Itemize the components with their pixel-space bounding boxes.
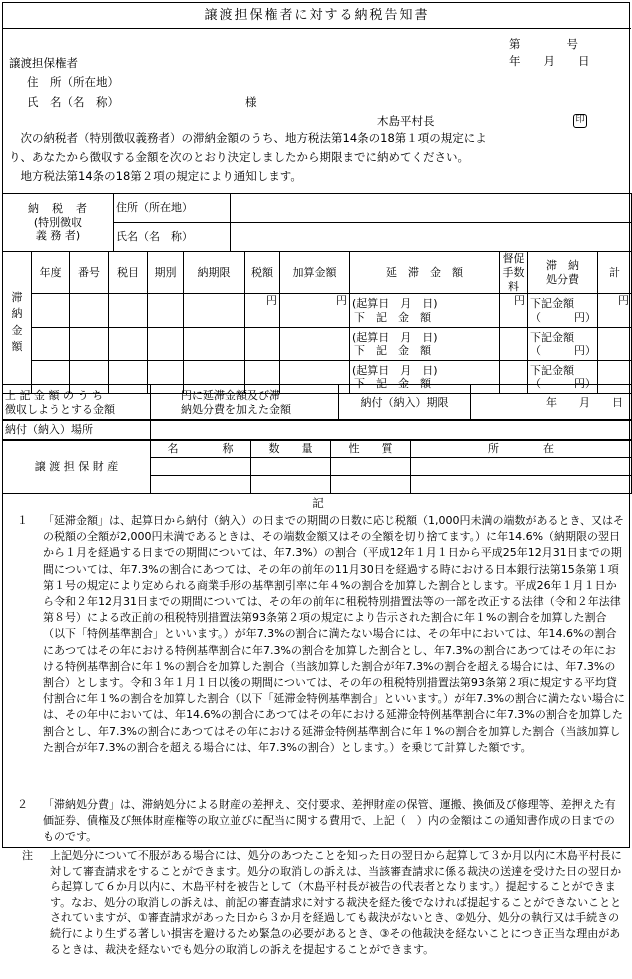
col-location: 所 在 [411, 440, 632, 458]
document-title: 譲渡担保権者に対する納税告知書 [3, 3, 631, 29]
start-date-text: (起算日 月 日) [352, 297, 438, 310]
taxpayer-address-label: 住所（所在地） [114, 194, 231, 223]
cell-late-fee[interactable] [350, 294, 500, 328]
col-total: 計 [598, 252, 632, 294]
issue-date: 年 月 日 [509, 54, 590, 68]
cell-nature[interactable] [331, 458, 411, 476]
written-amount-short: 下記金額 [530, 297, 574, 310]
cell-property-name[interactable] [151, 476, 251, 494]
cell-fiscal-year[interactable] [32, 294, 70, 328]
footer-note-label: 注 [22, 849, 33, 862]
cell-tax-item[interactable] [109, 294, 148, 328]
arrears-side-label: 滞 納 金 額 [3, 252, 32, 394]
cell-reminder-fee[interactable] [500, 328, 528, 361]
note-number: １ [17, 514, 28, 527]
cell-reminder-fee[interactable]: 円 [500, 294, 528, 328]
taxpayer-name-field[interactable] [231, 223, 632, 252]
cell-property-name[interactable] [151, 458, 251, 476]
col-period: 期別 [148, 252, 184, 294]
taxpayer-address-field[interactable] [231, 194, 632, 223]
col-tax-amount: 税額 [245, 252, 280, 294]
start-date-text: (起算日 月 日) [352, 363, 438, 377]
paren-yen: （ 円） [530, 377, 596, 391]
cell-additional-amount[interactable]: 円 [280, 294, 350, 328]
note-text: 「滞納処分費」は、滞納処分による財産の差押え、交付要求、差押財産の保管、運搬、換価及び修理等、差押えた有価証券、債権及び無体財産権等の取立並びに配当に関する費用で、上記（ ）内の金額はこの通知書作成の日までのものです。 [43, 798, 616, 844]
arrears-row [3, 294, 632, 328]
note-text: 「延滞金額」は、起算日から納付（納入）の日までの期間の日数に応じ税額（1,000円未満の端数があるとき、又はその税額の全額が2,000円未満であるときは、その端数金額又はその全額を切り捨てます。）に年14.6%（納期限の翌日から１月を経過する日までの期間については、年7.3%）の割合（平成12年１月１日から平成25年12月31日までの期間については、年7.3%の割合にあつては、その年の前年の11月30日を経過する時における日本銀行法第15条第１項第１号の規定により定められる商業手形の基準割引率に年４%の割合を加算した割合とします。平成26年１月１日から令和２年12月31日までの期間については、その年の前年に租税特別措置法等の一部を改正する法律（令和２年法律第８号）による改正前の租税特別措置法第93条第２項の規定により告示された割合に年１%の割合を加算した割合（以下「特例基準割合」といいます。）が年7.3%の割合に満たない場合には、その年中においては、年14.6%の割合にあつてはその年における特例基準割合に年7.3%の割合を加算した割合とし、年7.3%の割合にあつてはその年における特例基準割合に年１%の割合を加算した割合（当該加算した割合が年7.3%の割合を超える場合には、年7.3%の割合）とします。令和３年１月１日以後の期間については、その年の租税特別措置法第93条第２項に規定する平均貸付割合に年１%の割合を加算した割合（以下「延滞金特例基準割合」といいます。）が年7.3%の割合に満たない場合には、その年中においては、年14.6%の割合にあつてはその年における延滞金特例基準割合に年7.3%の割合を加算した割合とし、年7.3%の割合にあつてはその年における延滞金特例基準割合に年１%の割合を加算した割合（当該加算した割合が年7.3%の割合を超える場合には、年7.3%の割合）とします。）を乗じて計算した額です。 [43, 514, 626, 754]
cell-nature[interactable] [331, 476, 411, 494]
cell-number[interactable] [70, 328, 109, 361]
taxpayer-table [2, 193, 632, 252]
col-nature: 性 質 [331, 440, 411, 458]
taxpayer-label-cell [3, 194, 114, 252]
written-amount-text: 下 記 金 額 [354, 344, 431, 358]
recipient-name-label: 氏 名（名 称） [27, 95, 119, 109]
col-disposition-cost: 滞 納 処分費 [528, 252, 598, 294]
col-reminder-fee: 督促 手数料 [500, 252, 528, 294]
cell-disposition-cost[interactable] [528, 294, 598, 328]
col-late-fee: 延 滞 金 額 [350, 252, 500, 294]
collateral-label: 譲 渡 担 保 財 産 [3, 440, 151, 494]
payment-place-field[interactable] [151, 420, 632, 441]
col-tax-item: 税目 [109, 252, 148, 294]
recipient-address-label: 住 所（所在地） [27, 75, 119, 89]
paren-yen: （ 円） [530, 310, 596, 324]
col-additional-amount: 加算金額 [280, 252, 350, 294]
cell-period[interactable] [148, 328, 184, 361]
withholding-agent-label: (特別徴収 義 務 者) [33, 215, 83, 243]
footer-note-text: 上記処分について不服がある場合には、処分のあつたことを知った日の翌日から起算して３か月以内に木島平村長に対して審査請求をすることができます。処分の取消しの訴えは、当該審査請求に係る裁決の送達を受けた日の翌日から起算して６か月以内に、木島平村を被告として（木島平村長が被告の代表者となります。）提起することができます。なお、処分の取消しの訴えは、前記の審査請求に対する裁決を経た後でなければ提起することができないこととされていますが、①審査請求があった日から３か月を経過しても裁決がないとき、②処分、処分の執行又は手続きの続行により生ずる著しい損害を避けるため緊急の必要があるとき、③その他裁決を経ないことにつき正当な理由があるときは、裁決を経ないでも処分の取消しの訴えを提起することができます。 [50, 849, 622, 956]
cell-fiscal-year[interactable] [32, 328, 70, 361]
cell-quantity[interactable] [251, 458, 331, 476]
footer-note [4, 848, 630, 957]
intro-line-2: り、あなたから徴収する金額を次のとおり決定しましたから期限までに納めてください。 [9, 150, 469, 164]
note-item-2 [11, 797, 625, 846]
cell-tax-amount[interactable]: 円 [245, 294, 280, 328]
recipient-label: 譲渡担保権者 [9, 56, 78, 70]
note-item-1 [11, 513, 625, 756]
written-amount-short: 下記金額 [530, 363, 574, 377]
cell-total[interactable] [598, 328, 632, 361]
cell-additional-amount[interactable] [280, 328, 350, 361]
col-number: 番号 [70, 252, 109, 294]
collateral-table [2, 439, 632, 494]
taxpayer-name-label: 氏名（名 称） [114, 223, 231, 252]
seal-stamp: 印 [567, 113, 587, 128]
arrears-table [2, 251, 632, 394]
taxpayer-label: 納 税 者 [28, 201, 88, 215]
cell-late-fee[interactable] [350, 328, 500, 361]
deadline-label: 納付（納入）期限 [339, 385, 471, 421]
payment-place-table [2, 419, 632, 441]
cell-quantity[interactable] [251, 476, 331, 494]
cell-number[interactable] [70, 294, 109, 328]
col-property-name: 名 称 [151, 440, 251, 458]
collection-amount-label: 上 記 金 額 の う ち 徴収しようとする金額 [3, 385, 151, 421]
paren-yen: （ 円） [530, 344, 596, 358]
honorific: 様 [245, 95, 257, 109]
deadline-field[interactable]: 年 月 日 [471, 385, 632, 421]
note-number: ２ [17, 798, 28, 811]
payment-place-label: 納付（納入）場所 [3, 420, 151, 441]
written-amount-short: 下記金額 [530, 330, 574, 344]
cell-location[interactable] [411, 458, 632, 476]
collection-table [2, 384, 632, 421]
col-due-date: 納期限 [184, 252, 245, 294]
document-number: 第 号 [509, 37, 578, 51]
written-amount-text: 下 記 金 額 [354, 310, 431, 324]
written-amount-text: 下 記 金 額 [354, 377, 431, 391]
collection-amount-field[interactable]: 円に延滞金額及び滞 納処分費を加えた金額 [151, 385, 339, 421]
col-fiscal-year: 年度 [32, 252, 70, 294]
cell-due-date[interactable] [184, 328, 245, 361]
cell-tax-amount[interactable] [245, 328, 280, 361]
issuer-name: 木島平村長 [377, 114, 435, 128]
intro-line-3: 地方税法第14条の18第２項の規定により通知します。 [9, 169, 302, 183]
notes-heading: 記 [312, 496, 324, 510]
notice-form [2, 2, 630, 848]
cell-period[interactable] [148, 294, 184, 328]
start-date-text: (起算日 月 日) [352, 330, 438, 344]
cell-total[interactable]: 円 [598, 294, 632, 328]
col-quantity: 数 量 [251, 440, 331, 458]
arrears-row [3, 328, 632, 361]
cell-tax-item[interactable] [109, 328, 148, 361]
cell-disposition-cost[interactable] [528, 328, 598, 361]
cell-location[interactable] [411, 476, 632, 494]
cell-due-date[interactable] [184, 294, 245, 328]
intro-line-1: 次の納税者（特別徴収義務者）の滞納金額のうち、地方税法第14条の18第１項の規定によ [9, 131, 487, 145]
